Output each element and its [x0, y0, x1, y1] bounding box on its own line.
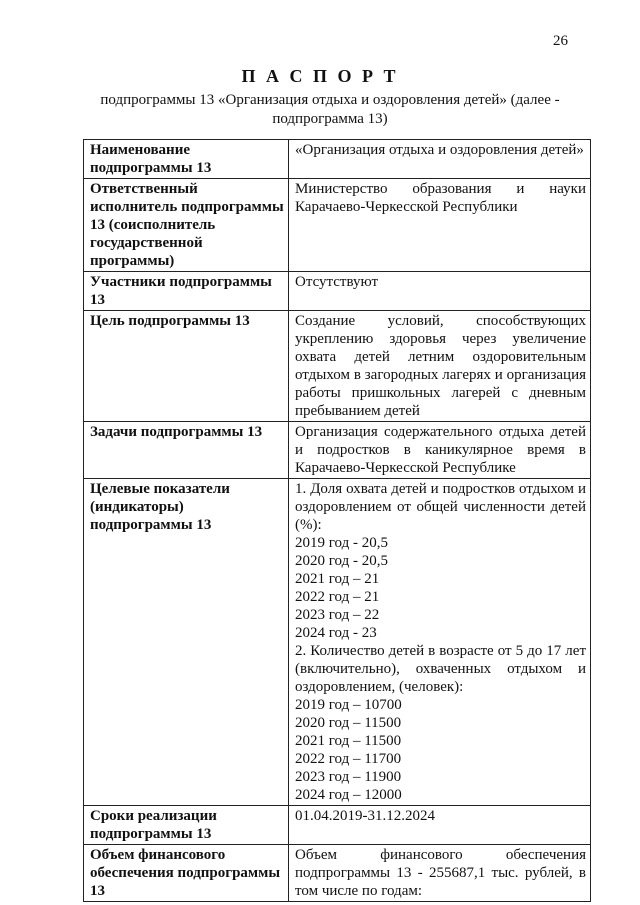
row-value: «Организация отдыха и оздоровления детей» — [289, 140, 591, 179]
passport-table — [83, 139, 591, 902]
indicator-line: 2024 год - 23 — [295, 625, 377, 641]
row-value: 01.04.2019-31.12.2024 — [289, 806, 591, 845]
indicator-line: 2020 год – 11500 — [295, 715, 402, 731]
row-label: Наименование подпрограммы 13 — [84, 140, 289, 179]
table-row-participants — [84, 272, 591, 311]
table-row-timeline — [84, 806, 591, 845]
row-value: Объем финансового обеспечения подпрограммы 13 - 255687,1 тыс. рублей, в том числе по годам: — [289, 845, 591, 902]
indicator-line: 2. Количество детей в возрасте от 5 до 17 лет (включительно), охваченных отдыхом и оздоровлением, (человек): — [295, 643, 586, 695]
table-row-tasks — [84, 422, 591, 479]
row-label: Сроки реализации подпрограммы 13 — [84, 806, 289, 845]
table-row-executor — [84, 179, 591, 272]
table-row-indicators — [84, 479, 591, 806]
indicator-line: 2019 год - 20,5 — [295, 535, 388, 551]
row-label: Объем финансового обеспечения подпрограммы 13 — [84, 845, 289, 902]
indicator-line: 2019 год – 10700 — [295, 697, 402, 713]
indicator-line: 2023 год – 11900 — [295, 769, 402, 785]
row-label: Целевые показатели (индикаторы) подпрограммы 13 — [84, 479, 289, 806]
indicator-line: 2022 год – 11700 — [295, 751, 402, 767]
indicator-line: 2023 год – 22 — [295, 607, 380, 623]
page-title: П А С П О Р Т — [241, 66, 399, 86]
indicator-line: 2021 год – 11500 — [295, 733, 402, 749]
row-label: Участники подпрограммы 13 — [84, 272, 289, 311]
indicator-line: 2020 год - 20,5 — [295, 553, 388, 569]
indicator-line: 2021 год – 21 — [295, 571, 380, 587]
row-value-indicators — [289, 479, 591, 806]
table-row-goal — [84, 311, 591, 422]
indicator-line: 2024 год – 12000 — [295, 787, 402, 803]
page-number: 26 — [553, 33, 568, 49]
row-value: Отсутствуют — [289, 272, 591, 311]
table-row-funding — [84, 845, 591, 902]
indicator-line: 1. Доля охвата детей и подростков отдыхом и оздоровлением от общей численности детей (%): — [295, 481, 586, 533]
table-row-name — [84, 140, 591, 179]
row-label: Задачи подпрограммы 13 — [84, 422, 289, 479]
row-label: Ответственный исполнитель подпрограммы 13 (соисполнитель государственной программы) — [84, 179, 289, 272]
row-value: Министерство образования и науки Карачаево-Черкесской Республики — [289, 179, 591, 272]
page-subtitle: подпрограммы 13 «Организация отдыха и оздоровления детей» (далее - подпрограмма 13) — [100, 92, 560, 127]
row-value: Организация содержательного отдыха детей и подростков в каникулярное время в Карачаево-Черкесской Республике — [289, 422, 591, 479]
row-value: Создание условий, способствующих укреплению здоровья через увеличение охвата детей летним оздоровительным отдыхом в загородных лагерях и организация работы пришкольных лагерей с дневным пребыванием детей — [289, 311, 591, 422]
indicator-line: 2022 год – 21 — [295, 589, 380, 605]
row-label: Цель подпрограммы 13 — [84, 311, 289, 422]
